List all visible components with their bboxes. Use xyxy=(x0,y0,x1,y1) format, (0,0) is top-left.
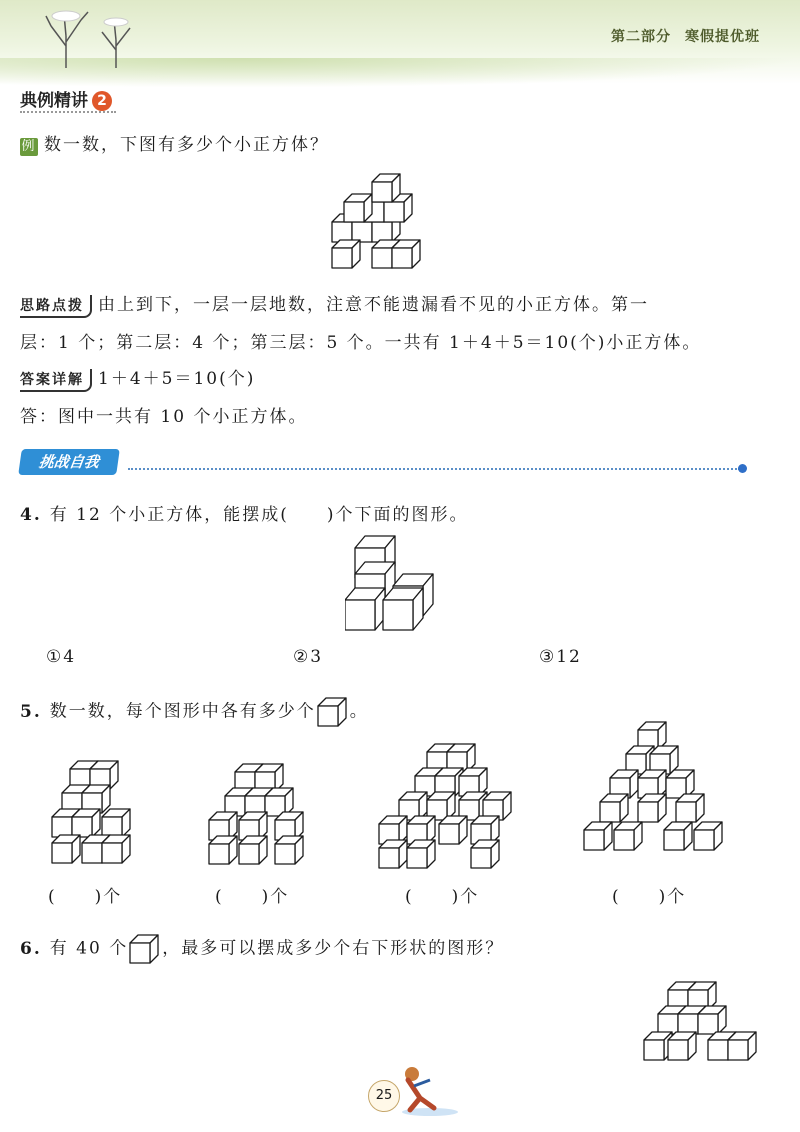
cube xyxy=(383,588,423,630)
q6-text-after: ，最多可以摆成多少个右下形状的图形？ xyxy=(162,938,505,959)
cube xyxy=(471,840,499,868)
cube xyxy=(676,794,704,822)
example-question-text: 数一数，下图有多少个小正方体？ xyxy=(44,135,329,155)
cube xyxy=(209,836,237,864)
q4-number: 4. xyxy=(20,505,42,525)
example-question xyxy=(20,130,329,156)
q6-text-before: 有 40 个 xyxy=(49,938,129,959)
cube xyxy=(614,822,642,850)
cube-icon xyxy=(316,695,350,729)
header-part: 第二部分 xyxy=(611,29,671,45)
cube xyxy=(275,836,303,864)
q6-cube-figure xyxy=(640,978,760,1073)
cube xyxy=(392,240,420,268)
cube xyxy=(728,1032,756,1060)
tree-illustration xyxy=(36,6,146,70)
cube xyxy=(72,809,100,837)
example-label: 例 xyxy=(21,139,37,154)
header-title xyxy=(597,26,760,46)
cube xyxy=(439,816,467,844)
cube xyxy=(407,840,435,868)
q5-blank-1[interactable]: ( )个 xyxy=(48,887,123,907)
hint-line-1 xyxy=(20,290,780,318)
skater-illustration xyxy=(390,1060,460,1120)
q5-text: 数一数，每个图形中各有多少个 xyxy=(49,701,316,722)
hint-line-2: 层：1 个；第二层：4 个；第三层：5 个。一共有 1＋4＋5＝10(个)小正方体。 xyxy=(20,333,702,353)
q6-number: 6. xyxy=(20,938,42,959)
divider-end-dot xyxy=(738,464,747,473)
hint-tag: 思路点拨 xyxy=(20,295,92,318)
dotted-divider xyxy=(128,468,740,470)
q5-blank-3[interactable]: ( )个 xyxy=(405,887,480,907)
q5-text-end: 。 xyxy=(349,701,369,722)
q4-cube-figure xyxy=(345,534,455,634)
cube xyxy=(694,822,722,850)
cube xyxy=(102,809,130,837)
cube xyxy=(102,835,130,863)
cube xyxy=(52,835,80,863)
cube xyxy=(379,840,407,868)
example-number-badge: 2 xyxy=(92,91,112,111)
answer-line xyxy=(20,364,255,392)
cube-icon xyxy=(128,932,162,966)
cube xyxy=(698,1006,726,1034)
page-number: 25 xyxy=(368,1080,400,1112)
cube xyxy=(345,588,385,630)
cube xyxy=(638,794,666,822)
q5-number: 5. xyxy=(20,701,42,722)
cube xyxy=(332,240,360,268)
hint-text-1: 由上到下，一层一层地数，注意不能遗漏看不见的小正方体。第一 xyxy=(98,295,649,315)
q5-blank-4[interactable]: ( )个 xyxy=(612,887,687,907)
answer-formula: 1＋4＋5＝10(个) xyxy=(98,369,256,389)
challenge-badge: 挑战自我 xyxy=(18,449,120,475)
q4-text: 有 12 个小正方体，能摆成( )个下面的图形。 xyxy=(49,505,469,525)
cube xyxy=(600,794,628,822)
cube xyxy=(372,174,400,202)
question-4 xyxy=(20,500,468,525)
cube xyxy=(239,836,267,864)
cube xyxy=(664,822,692,850)
q4-option-2[interactable]: ②3 xyxy=(293,647,324,667)
question-5 xyxy=(20,695,369,729)
q5-figure-2 xyxy=(205,760,317,868)
q5-figure-4 xyxy=(580,718,730,868)
question-6 xyxy=(20,932,504,966)
cube xyxy=(668,1032,696,1060)
answer-text: 答：图中一共有 10 个小正方体。 xyxy=(20,407,308,427)
q4-option-3[interactable]: ③12 xyxy=(539,647,582,667)
cube xyxy=(344,194,372,222)
q4-option-1[interactable]: ①4 xyxy=(46,647,77,667)
example-cube-figure xyxy=(320,168,440,276)
header-section: 寒假提优班 xyxy=(685,29,760,45)
q5-figure-1 xyxy=(48,755,148,867)
example-section-title xyxy=(20,86,116,113)
answer-tag: 答案详解 xyxy=(20,369,92,392)
q5-blank-2[interactable]: ( )个 xyxy=(215,887,290,907)
example-title-text: 典例精讲 xyxy=(20,91,88,111)
cube xyxy=(584,822,612,850)
q5-figure-3 xyxy=(375,740,525,870)
